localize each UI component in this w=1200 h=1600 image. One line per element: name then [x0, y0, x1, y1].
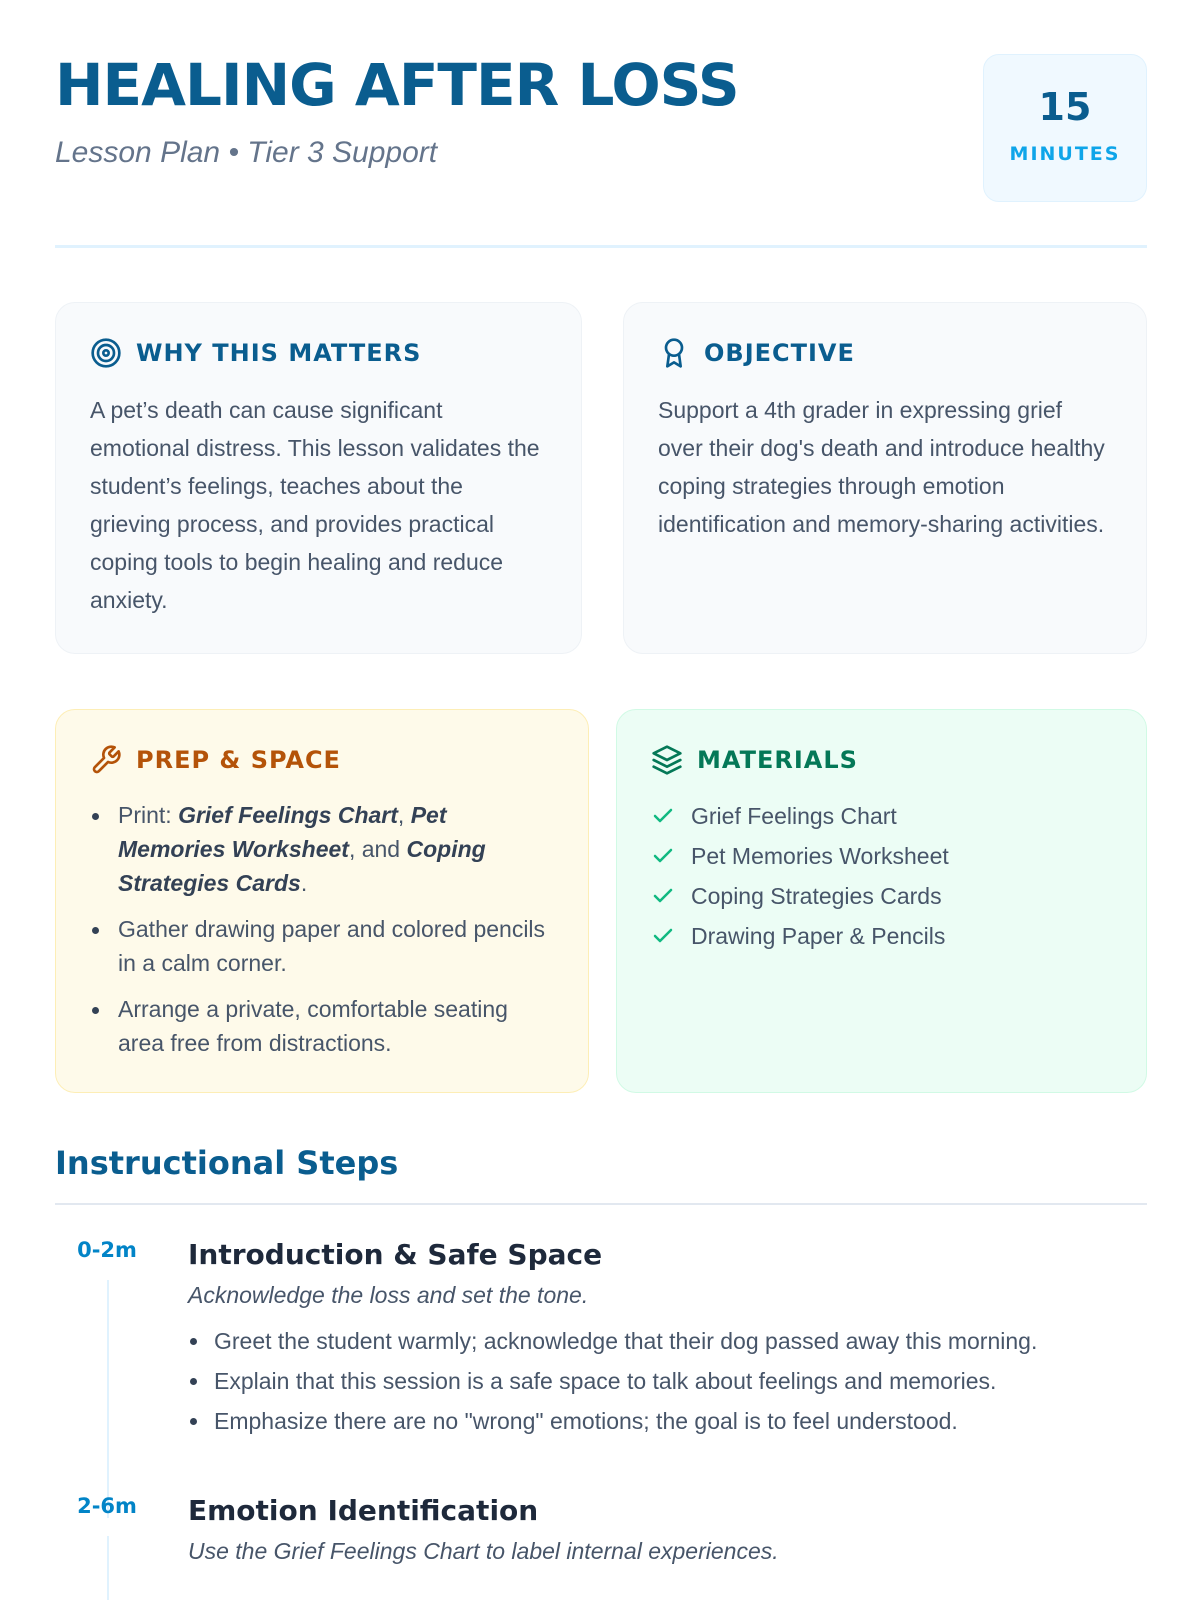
material-item — [651, 916, 1112, 956]
materials-list — [651, 796, 1112, 956]
step-bullet: Explain that this session is a safe space to talk about feelings and memories. — [188, 1361, 1148, 1401]
why-this-matters-card — [55, 302, 582, 654]
objective-card-header — [658, 337, 1112, 369]
prep-space-card — [55, 709, 589, 1093]
duration-value: 15 — [1038, 85, 1092, 129]
step-title: Emotion Identification — [188, 1494, 539, 1527]
prep-item-print — [90, 798, 554, 900]
section-divider — [55, 1203, 1147, 1205]
page-subtitle: Lesson Plan • Tier 3 Support — [55, 136, 438, 169]
prep-item-sep: , — [397, 802, 411, 828]
objective-card-text: Support a 4th grader in expressing grief over their dog's death and introduce healthy coping strategies through emotion identification and memory-sharing activities. — [658, 397, 1105, 537]
objective-card — [623, 302, 1147, 654]
step-title: Introduction & Safe Space — [188, 1238, 603, 1271]
prep-doc-memories-worksheet: Pet Memories Worksheet — [118, 802, 447, 862]
layers-icon — [651, 744, 683, 776]
prep-doc-coping-cards: Coping Strategies Cards — [118, 836, 486, 896]
prep-item-print-lead: Print: — [118, 802, 179, 828]
duration-badge — [983, 54, 1147, 202]
prep-card-title: PREP & SPACE — [136, 746, 341, 774]
lesson-header — [55, 52, 1147, 248]
prep-item-gather: Gather drawing paper and colored pencils in a calm corner. — [90, 912, 554, 980]
target-icon — [90, 337, 122, 369]
timeline-line — [107, 1536, 109, 1600]
step-bullet: Greet the student warmly; acknowledge that their dog passed away this morning. — [188, 1321, 1148, 1361]
check-icon — [651, 884, 675, 908]
material-item — [651, 836, 1112, 876]
page-title: HEALING AFTER LOSS — [55, 51, 739, 119]
material-item-label: Coping Strategies Cards — [691, 882, 942, 909]
step-bullet: Emphasize there are no "wrong" emotions; the goal is to feel understood. — [188, 1401, 1148, 1441]
materials-card-header — [651, 744, 1112, 776]
step-time: 2-6m — [77, 1494, 137, 1518]
check-icon — [651, 924, 675, 948]
award-ribbon-icon — [658, 337, 690, 369]
why-card-title: WHY THIS MATTERS — [136, 339, 422, 367]
material-item-label: Pet Memories Worksheet — [691, 842, 949, 869]
step-time: 0-2m — [77, 1238, 137, 1262]
step-emotion-identification — [55, 1494, 1147, 1600]
step-bullets — [188, 1321, 1148, 1441]
prep-item-end: . — [300, 870, 308, 896]
step-body — [188, 1238, 1148, 1441]
prep-card-header — [90, 744, 554, 776]
why-card-header — [90, 337, 547, 369]
material-item-label: Grief Feelings Chart — [691, 802, 897, 829]
duration-unit: MINUTES — [1009, 143, 1121, 165]
step-subtitle: Acknowledge the loss and set the tone. — [188, 1282, 589, 1308]
why-card-text: A pet’s death can cause significant emotional distress. This lesson validates the student’s feelings, teaches about the grieving process, and provides practical coping tools to begin healing and reduce anxiety. — [90, 397, 540, 613]
prep-list — [90, 798, 554, 1060]
check-icon — [651, 844, 675, 868]
wrench-icon — [90, 744, 122, 776]
materials-card-title: MATERIALS — [697, 746, 858, 774]
objective-card-title: OBJECTIVE — [704, 339, 855, 367]
material-item-label: Drawing Paper & Pencils — [691, 922, 946, 949]
materials-card — [616, 709, 1147, 1093]
prep-item-sep: , and — [348, 836, 407, 862]
material-item — [651, 876, 1112, 916]
step-body — [188, 1494, 1148, 1565]
prep-item-arrange: Arrange a private, comfortable seating area free from distractions. — [90, 992, 554, 1060]
step-subtitle: Use the Grief Feelings Chart to label internal experiences. — [188, 1538, 779, 1564]
check-icon — [651, 804, 675, 828]
prep-doc-feelings-chart: Grief Feelings Chart — [178, 802, 398, 828]
section-title-instructional-steps: Instructional Steps — [55, 1144, 399, 1182]
step-introduction — [55, 1238, 1147, 1488]
timeline-line — [107, 1280, 109, 1518]
material-item — [651, 796, 1112, 836]
